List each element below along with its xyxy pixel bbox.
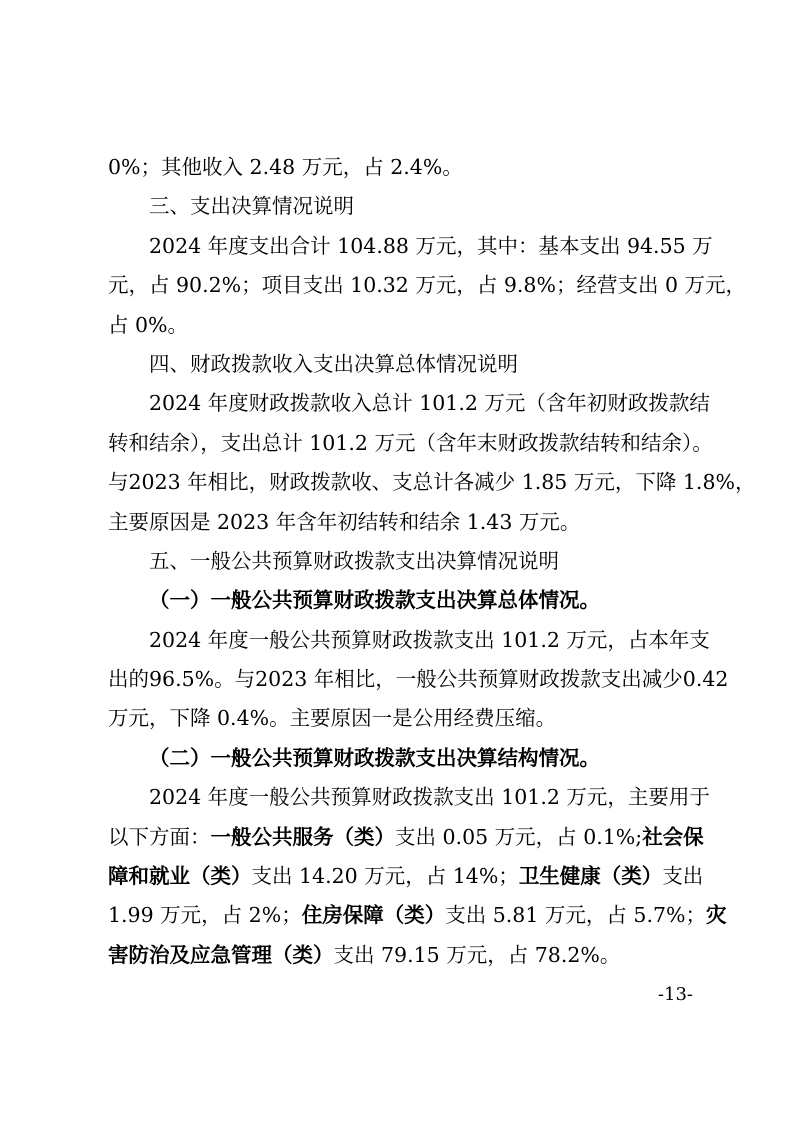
text-line: 2024 年度一般公共预算财政拨款支出 101.2 万元，主要用于 [149,785,710,810]
text-line: 占 0%。 [108,312,189,337]
bold-category: 社会保 [642,824,704,849]
text-line [108,818,704,857]
bold-category: 卫生健康（类） [518,864,663,889]
text-span: 支出 0.05 万元，占 0.1%; [395,824,643,849]
bold-category: 一般公共服务（类） [210,824,395,849]
text-line: 2024 年度财政拨款收入总计 101.2 万元（含年初财政拨款结 [149,391,710,416]
section-heading-4: 四、财政拨款收入支出决算总体情况说明 [149,351,518,376]
text-line: 0%；其他收入 2.48 万元，占 2.4%。 [108,155,463,179]
bold-category: 住房保障（类） [301,903,446,928]
bold-category: 害防治及应急管理（类） [108,942,334,967]
text-line: 2024 年度支出合计 104.88 万元，其中：基本支出 94.55 万 [149,233,713,258]
text-span: 支出 14.20 万元，占 14%； [251,864,519,889]
text-line: 2024 年度一般公共预算财政拨款支出 101.2 万元，占本年支 [149,627,710,652]
page-number: -13- [657,984,693,1005]
document-body [108,148,756,975]
section-heading-3: 三、支出决算情况说明 [149,194,354,219]
text-line [108,857,704,896]
text-span: 支出 [662,864,704,889]
text-span: 支出 79.15 万元，占 78.2%。 [333,942,621,967]
text-line: 出的96.5%。与2023 年相比，一般公共预算财政拨款支出减少0.42 [108,667,729,692]
text-line: 万元，下降 0.4%。主要原因一是公用经费压缩。 [108,706,557,731]
bold-category: 灾 [705,903,727,928]
text-line [108,896,727,935]
section-heading-5: 五、一般公共预算财政拨款支出决算情况说明 [149,548,559,573]
subsection-heading-1: （一）一般公共预算财政拨款支出决算总体情况。 [149,588,600,613]
text-span: 以下方面： [108,824,211,849]
subsection-heading-2: （二）一般公共预算财政拨款支出决算结构情况。 [149,745,600,770]
text-span: 1.99 万元，占 2%； [108,903,302,928]
text-line: 与2023 年相比，财政拨款收、支总计各减少 1.85 万元，下降 1.8%， [108,470,756,495]
text-line: 转和结余），支出总计 101.2 万元（含年末财政拨款结转和结余）。 [108,430,713,455]
text-line: 元，占 90.2%；项目支出 10.32 万元，占 9.8%；经营支出 0 万元， [108,273,747,298]
text-line: 主要原因是 2023 年含年初结转和结余 1.43 万元。 [108,509,581,534]
text-line [108,936,693,975]
text-span: 支出 5.81 万元，占 5.7%； [445,903,706,928]
bold-category: 障和就业（类） [108,864,252,889]
